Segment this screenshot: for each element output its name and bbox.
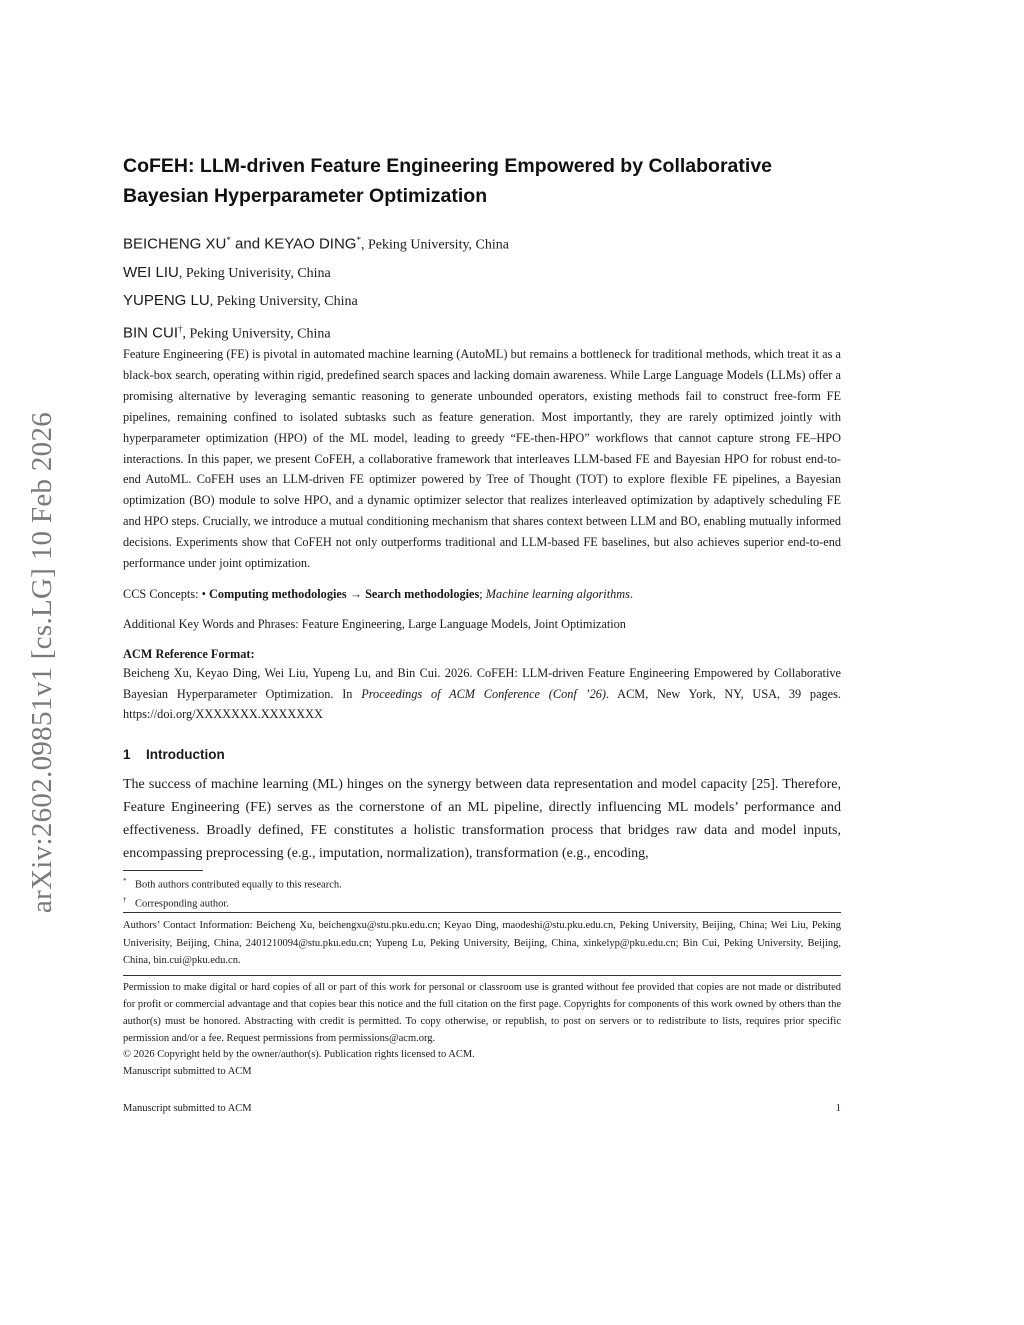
author-list [123,227,841,348]
author-mark: * [356,235,361,245]
ccs-term-italic: Machine learning algorithms [485,587,630,601]
copyright-block [123,1047,841,1080]
section-heading [123,746,841,764]
reference-text-end: . ACM, New York, NY, USA, 39 pages. https://doi.org/XXXXXXX.XXXXXXX [123,686,841,722]
author-affiliation: , Peking Univerisity, China [178,265,331,281]
author-contact-info: Authors’ Contact Information: Beicheng Xu, beichengxu@stu.pku.edu.cn; Keyao Ding, maodeshi@stu.pku.edu.cn, Peking University, Beijing, China; Wei Liu, Peking Univerisity, Beijing, China, 2401210094@stu.pku.edu.cn; Yupeng Lu, Peking University, Beijing, China, xinkelyp@pku.edu.cn; Bin Cui, Peking University, Beijing, China, bin.cui@pku.edu.cn. [123,920,841,966]
ccs-separator: ; [479,587,486,601]
footnote-text: Both authors contributed equally to this research. [135,879,342,891]
author-mark: † [178,323,183,334]
author-line [123,259,841,287]
author-name: BIN CUI [123,324,179,342]
ccs-end: . [629,587,634,601]
ccs-label: CCS Concepts: [123,587,202,601]
author-line [123,227,841,259]
footnote-mark: † [123,896,127,904]
abstract: Feature Engineering (FE) is pivotal in automated machine learning (AutoML) but remains a bottleneck for traditional methods, which treat it as a black-box search, operating within rigid, predefined search spaces and lacking domain awareness. While Large Language Models (LLMs) offer a promising alternative by leveraging semantic reasoning to generate unbounded operators, existing methods fail to construct free-form FE pipelines, remaining confined to isolated subtasks such as feature generation. Most importantly, they are rarely optimized jointly with hyperparameter optimization (HPO) of the ML model, leading to greedy “FE-then-HPO” workflows that cannot capture strong FE–HPO interactions. In this paper, we present CoFEH, a collaborative framework that interleaves LLM-based FE and Bayesian HPO for robust end-to-end AutoML. CoFEH uses an LLM-driven FE optimizer powered by Tree of Thought (TOT) to explore flexible FE pipelines, a Bayesian optimization (BO) module to solve HPO, and a dynamic optimizer selector that realizes interleaved optimization by adaptively scheduling FE and HPO steps. Crucially, we introduce a mutual conditioning mechanism that shares context between LLM and BO, enabling mutually informed decisions. Experiments show that CoFEH not only outperforms traditional and LLM-based FE baselines, but also achieves superior end-to-end performance under joint optimization. [123,347,841,571]
author-line [123,316,841,348]
reference-format-heading: ACM Reference Format: [123,647,255,661]
ccs-term: Search methodologies [365,587,480,601]
manuscript-note: Manuscript submitted to ACM [123,1065,252,1077]
author-name: BEICHENG XU [123,235,227,253]
reference-proceedings: Proceedings of ACM Conference (Conf ’26) [361,686,607,701]
page-number: 1 [835,1103,841,1114]
paper-title: CoFEH: LLM-driven Feature Engineering Empowered by Collaborative Bayesian Hyperparameter Optimization [123,155,773,207]
footnotes [123,874,841,912]
section-number: 1 [123,747,131,762]
permission-notice: Permission to make digital or hard copies of all or part of this work for personal or classroom use is granted without fee provided that copies are not made or distributed for profit or commercial advantage and that copies bear this notice and the full citation on the first page. Copyrights for components of this work owned by others than the author(s) must be honored. Abstracting with credit is permitted. To copy otherwise, or republish, to post on servers or to redistribute to lists, requires prior specific permission and/or a fee. Request permissions from permissions@acm.org. [123,982,841,1044]
footnote [123,874,841,893]
copyright-line: © 2026 Copyright held by the owner/author(s). Publication rights licensed to ACM. [123,1049,475,1060]
ccs-bullet: • [201,587,209,601]
author-affiliation: , Peking University, China [360,237,509,253]
footnote-text: Corresponding author. [135,898,229,910]
footnote [123,893,841,912]
ccs-concepts [123,585,841,603]
author-name: WEI LIU [123,263,179,281]
page-footer [123,1101,841,1116]
author-name: and KEYAO DING [230,235,357,253]
intro-paragraph: The success of machine learning (ML) hinges on the synergy between data representation and model capacity [25]. Therefore, Feature Engineering (FE) serves as the cornerstone of an ML pipeline, directly influencing ML models’ performance and effectiveness. Broadly defined, FE constitutes a holistic transformation process that bridges raw data and model inputs, encompassing preprocessing (e.g., imputation, normalization), transformation (e.g., encoding, [123,777,841,861]
arxiv-sidebar-stamp [23,370,63,954]
footnote-mark: * [123,877,127,885]
author-line [123,287,841,315]
ccs-term: Computing methodologies [208,587,347,601]
footnote-rule [123,870,203,871]
arxiv-id: arXiv:2602.09851v1 [cs.LG] 10 Feb 2026 [26,411,59,913]
author-mark: * [226,235,231,245]
author-affiliation: , Peking University, China [182,326,331,342]
footer-left: Manuscript submitted to ACM [123,1103,252,1114]
author-affiliation: , Peking University, China [209,294,358,310]
reference-text: Beicheng Xu, Keyao Ding, Wei Liu, Yupeng Lu, and Bin Cui. 2026. CoFEH: LLM-driven Feature Engineering Empowered by Collaborative Bayesian Hyperparameter Optimization. In [123,666,841,701]
author-name: YUPENG LU [123,292,210,310]
section-title: Introduction [146,747,225,762]
divider [123,912,841,913]
ccs-arrow: → [346,587,366,601]
divider [123,975,841,976]
keywords: Additional Key Words and Phrases: Feature Engineering, Large Language Models, Joint Optimization [123,617,626,631]
reference-format-text [123,663,841,725]
